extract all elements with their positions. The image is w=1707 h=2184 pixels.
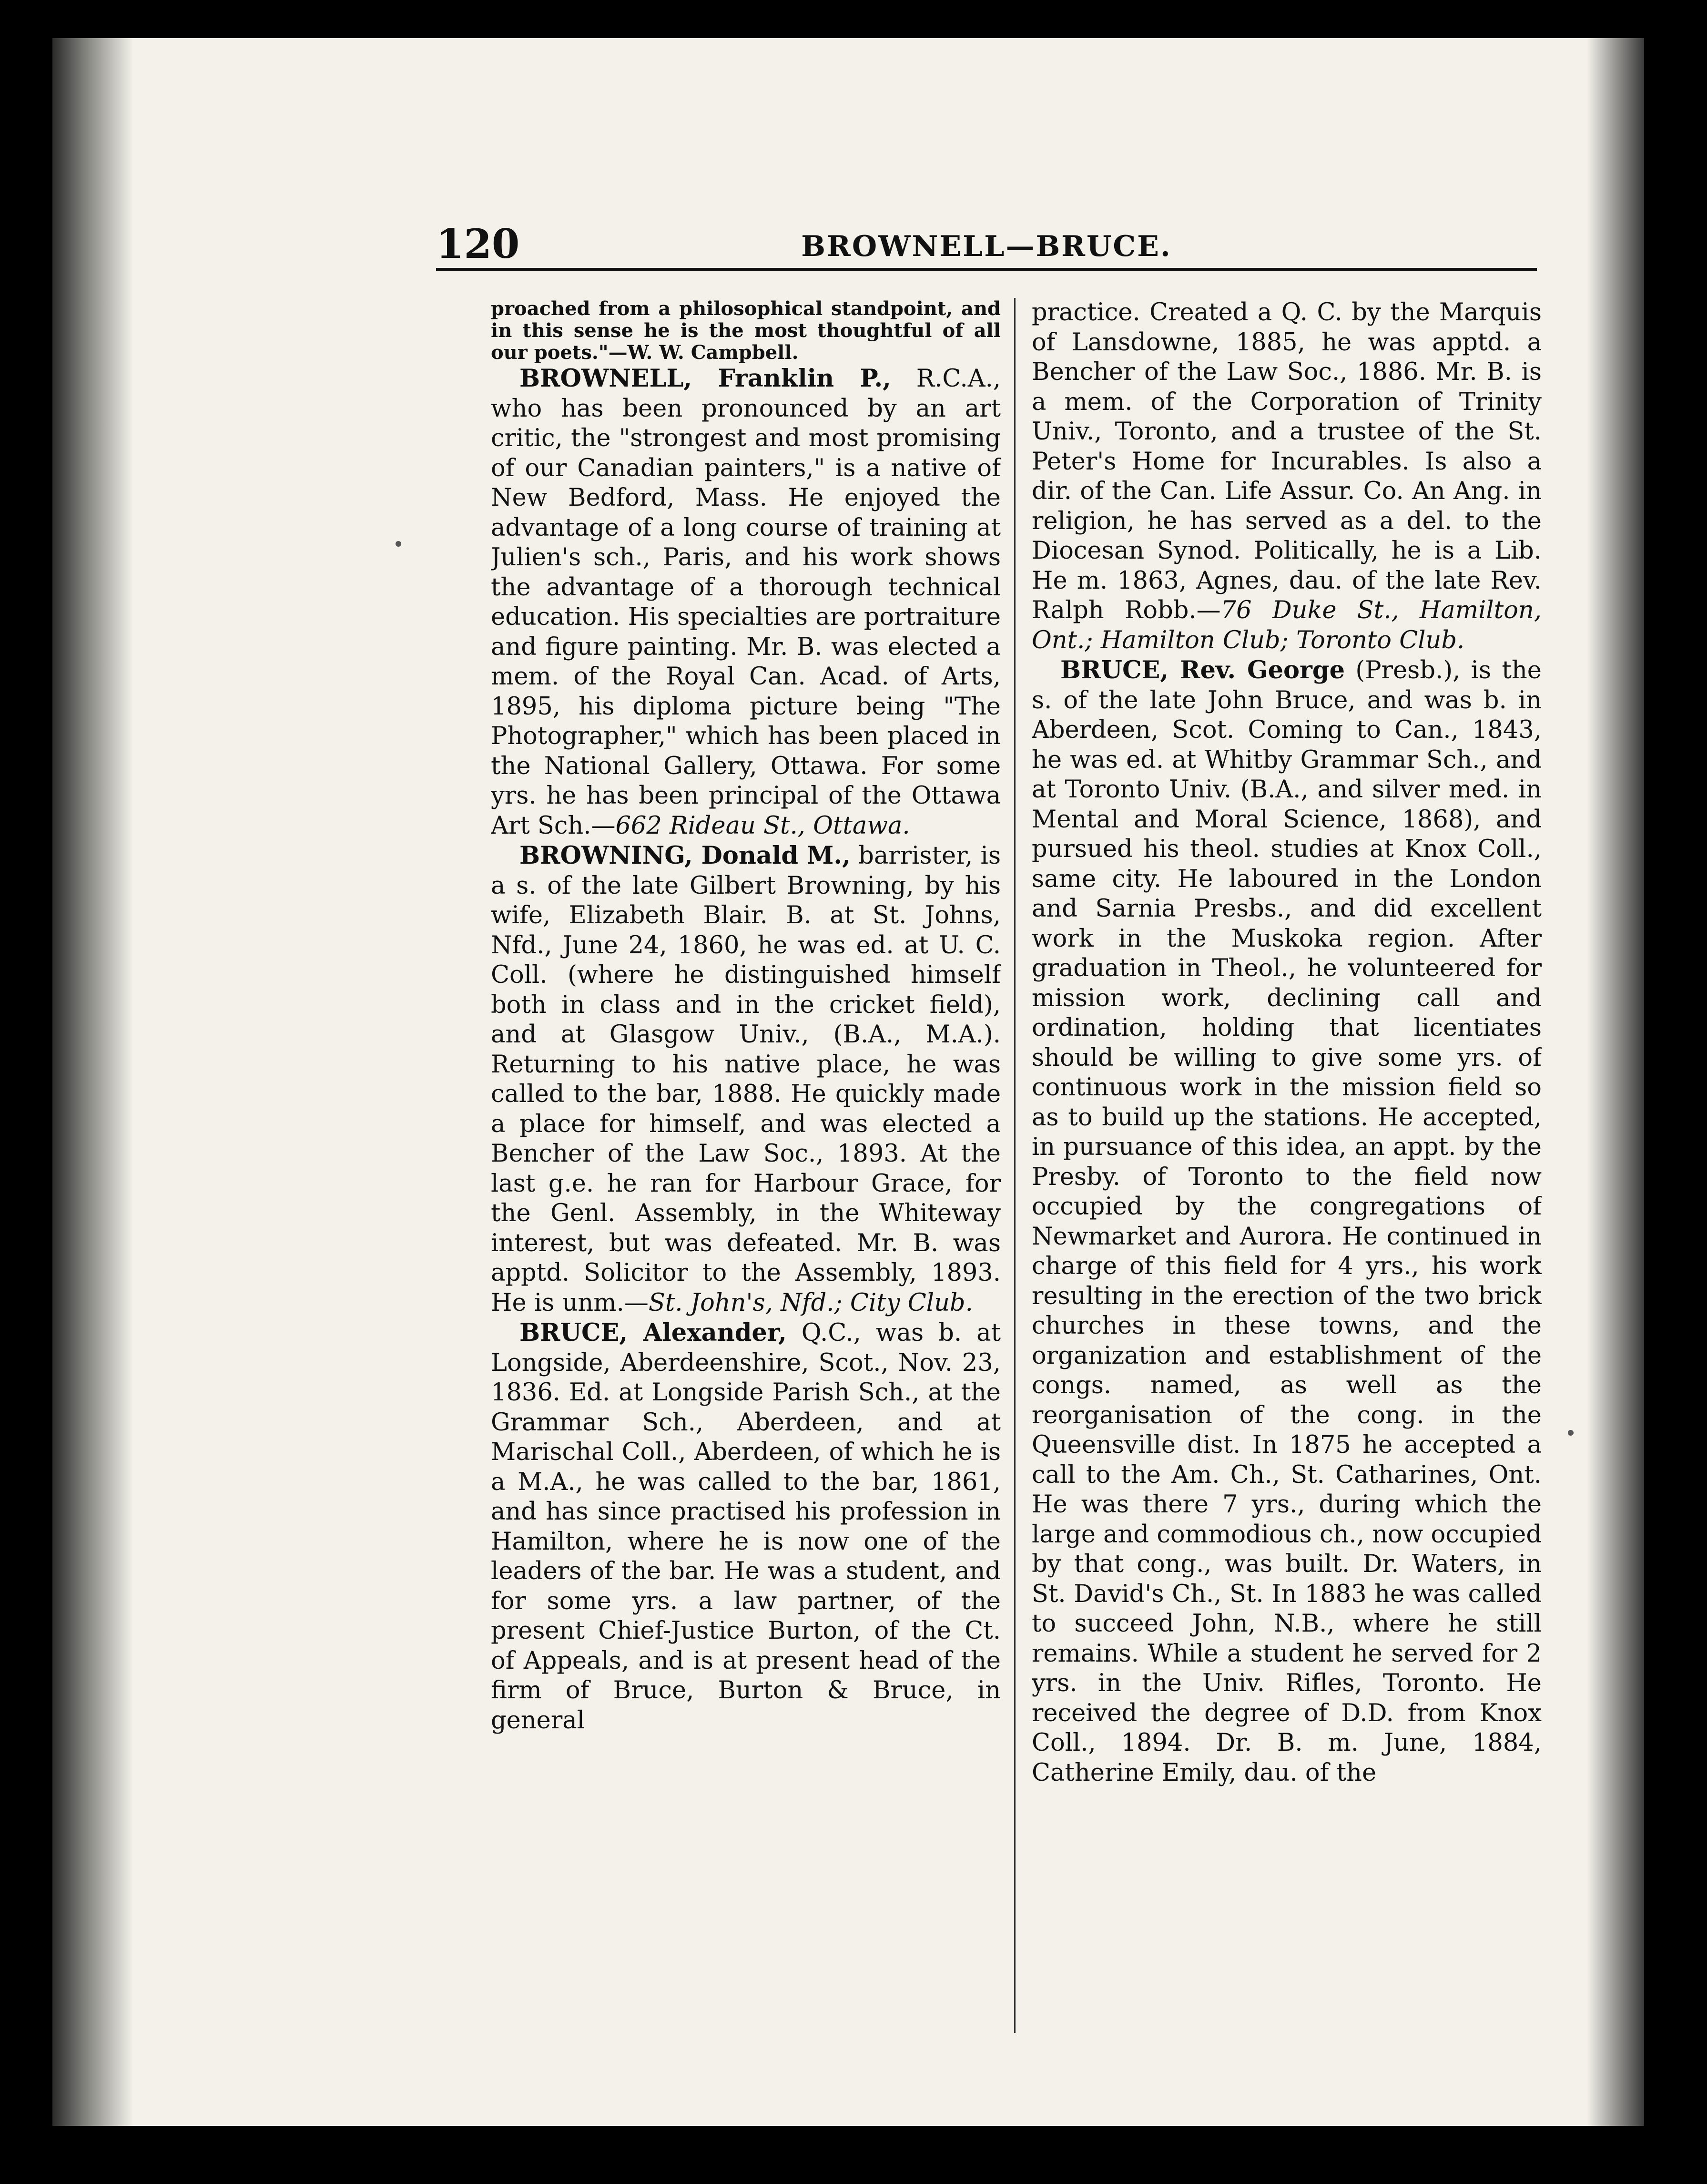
page-header (436, 187, 1537, 271)
entry-continuation (1032, 298, 1542, 655)
ink-speck (396, 541, 401, 547)
entry-address: 662 Rideau St., Ottawa. (615, 811, 910, 840)
book-page (52, 38, 1644, 2126)
entry-text: practice. Created a Q. C. by the Marquis of Lansdowne, 1885, he was apptd. a Bencher of the Law Soc., 1886. Mr. B. is a mem. of the Corporation of Trinity Univ., Toronto, and a trustee of the St. Peter's Home for Incurables. Is also a dir. of the Can. Life Assur. Co. An Ang. in religion, he has served as a del. to the Diocesan Synod. Politically, he is a Lib. He m. 1863, Agnes, dau. of the late Rev. Ralph Robb.— (1032, 298, 1542, 624)
entry-bruce-george (1032, 655, 1542, 1788)
column-divider (1014, 298, 1016, 2033)
entry-text: (Presb.), is the s. of the late John Bruce, and was b. in Aberdeen, Scot. Coming to Can., 1843, he was ed. at Whitby Grammar Sch., and at Toronto Univ. (B.A., and silver med. in Mental and Moral Science, 1868), and pursued his theol. studies at Knox Coll., same city. He laboured in the London and Sarnia Presbs., and did excellent work in the Muskoka region. After graduation in Theol., he volunteered for mission work, declining call and ordination, holding that licentiates should be willing to give some yrs. of continuous work in the mission field so as to build up the stations. He accepted, in pursuance of this idea, an appt. by the Presby. of Toronto to the field now occupied by the congregations of Newmarket and Aurora. He continued in charge of this field for 4 yrs., his work resulting in the erection of the two brick churches in these towns, and the organization and establishment of the congs. named, as well as the reorganisation of the cong. in the Queensville dist. In 1875 he accepted a call to the Am. Ch., St. Catharines, Ont. He was there 7 yrs., during which the large and commodious ch., now occupied by that cong., was built. Dr. Waters, in St. David's Ch., St. In 1883 he was called to succeed John, N.B., where he still remains. While a student he served for 2 yrs. in the Univ. Rifles, Toronto. He received the degree of D.D. from Knox Coll., 1894. Dr. B. m. June, 1884, Catherine Emily, dau. of the (1032, 656, 1542, 1787)
entry-text: Q.C., was b. at Longside, Aberdeenshire, Scot., Nov. 23, 1836. Ed. at Longside Parish Sch., at the Grammar Sch., Aberdeen, and at Marischal Coll., Aberdeen, of which he is a M.A., he was called to the bar, 1861, and has since practised his profession in Hamilton, where he is now one of the leaders of the bar. He was a student, and for some yrs. a law partner, of the present Chief-Justice Burton, of the Ct. of Appeals, and is at present head of the firm of Bruce, Burton & Bruce, in general (491, 1319, 1001, 1735)
continuation-note: proached from a philosophical standpoint, and in this sense he is the most thoughtful of all our poets."—W. W. Campbell. (491, 298, 1001, 364)
entry-name: BRUCE, Alexander, (519, 1318, 787, 1347)
edge-shadow (1587, 38, 1644, 2126)
entry-address: 76 Duke St., Hamilton, Ont.; Hamilton Club; Toronto Club. (1032, 596, 1542, 654)
ink-speck (1568, 1430, 1574, 1436)
entry-brownell (491, 364, 1001, 841)
left-column (491, 298, 1001, 2033)
entry-bruce-alexander (491, 1318, 1001, 1735)
binding-shadow (52, 38, 133, 2126)
running-title: BROWNELL—BRUCE. (801, 230, 1172, 263)
right-column (1032, 298, 1542, 2033)
entry-name: BROWNELL, Franklin P., (519, 364, 891, 393)
entry-name: BRUCE, Rev. George (1060, 656, 1345, 684)
entry-address: St. John's, Nfd.; City Club. (648, 1288, 973, 1317)
entry-browning (491, 841, 1001, 1318)
entry-name: BROWNING, Donald M., (519, 841, 851, 870)
page-number: 120 (436, 220, 520, 267)
entry-text: barrister, is a s. of the late Gilbert Browning, by his wife, Elizabeth Blair. B. at St. Johns, Nfd., June 24, 1860, he was ed. at U. C. Coll. (where he distinguished himself both in class and in the cricket field), and at Glasgow Univ., (B.A., M.A.). Returning to his native place, he was called to the bar, 1888. He quickly made a place for himself, and was elected a Bencher of the Law Soc., 1893. At the last g.e. he ran for Harbour Grace, for the Genl. Assembly, in the Whiteway interest, but was defeated. Mr. B. was apptd. Solicitor to the Assembly, 1893. He is unm.— (491, 842, 1001, 1317)
entry-text: R.C.A., who has been pronounced by an art critic, the "strongest and most promising of our Canadian painters," is a native of New Bedford, Mass. He enjoyed the advantage of a long course of training at Julien's sch., Paris, and his work shows the advantage of a thorough technical education. His specialties are portraiture and figure painting. Mr. B. was elected a mem. of the Royal Can. Acad. of Arts, 1895, his diploma picture being "The Photographer," which has been placed in the National Gallery, Ottawa. For some yrs. he has been principal of the Ottawa Art Sch.— (491, 365, 1001, 840)
